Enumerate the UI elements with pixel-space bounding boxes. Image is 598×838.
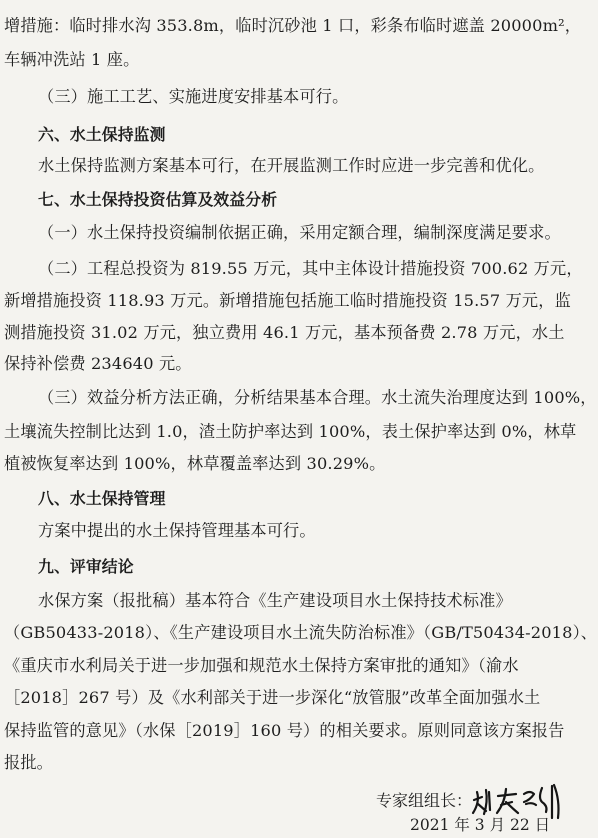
text-line-16: 方案中提出的水土保持管理基本可行。 (38, 521, 316, 540)
signature-label: 专家组组长： (376, 791, 473, 810)
text-line-21: ［2018］267 号）及《水利部关于进一步深化“放管服”改革全面加强水土 (4, 688, 541, 707)
text-line-13: 土壤流失控制比达到 1.0，渣土防护率达到 100%，表土保护率达到 0%，林草 (4, 422, 577, 441)
text-line-23: 报批。 (4, 753, 54, 772)
section-heading-conclusion: 九、评审结论 (38, 557, 134, 576)
signature-block (0, 780, 598, 816)
section-heading-management: 八、水土保持管理 (38, 489, 166, 508)
text-line-1: 增措施：临时排水沟 353.8m，临时沉砂池 1 口，彩条布临时遮盖 20000m²， (4, 16, 582, 35)
text-line-2: 车辆冲洗站 1 座。 (4, 50, 140, 69)
text-line-12: （三）效益分析方法正确，分析结果基本合理。水土流失治理度达到 100%， (38, 388, 597, 407)
text-line-19: （GB50433-2018）、《生产建设项目水土流失防治标准》（GB/T50434-2018）、 (4, 623, 598, 642)
section-heading-monitoring: 六、水土保持监测 (38, 125, 166, 144)
document-date: 2021 年 3 月 22 日 (410, 816, 551, 834)
text-line-11: 保持补偿费 234640 元。 (4, 354, 192, 373)
text-line-8: （二）工程总投资为 819.55 万元，其中主体设计措施投资 700.62 万元， (38, 259, 583, 278)
text-line-9: 新增措施投资 118.93 万元。新增措施包括施工临时措施投资 15.57 万元，监 (4, 291, 571, 310)
text-line-3: （三）施工工艺、实施进度安排基本可行。 (38, 87, 349, 106)
text-line-7: （一）水土保持投资编制依据正确，采用定额合理，编制深度满足要求。 (38, 223, 561, 242)
text-line-20: 《重庆市水利局关于进一步加强和规范水土保持方案审批的通知》（渝水 (4, 656, 519, 675)
text-line-22: 保持监管的意见》（水保［2019］160 号）的相关要求。原则同意该方案报告 (4, 721, 565, 740)
text-line-5: 水土保持监测方案基本可行，在开展监测工作时应进一步完善和优化。 (38, 156, 545, 175)
text-line-10: 测措施投资 31.02 万元，独立费用 46.1 万元，基本预备费 2.78 万元，水土 (4, 323, 565, 342)
text-line-18: 水保方案（报批稿）基本符合《生产建设项目水土保持技术标准》 (38, 591, 512, 610)
text-line-14: 植被恢复率达到 100%，林草覆盖率达到 30.29%。 (4, 454, 386, 473)
section-heading-investment: 七、水土保持投资估算及效益分析 (38, 190, 278, 209)
